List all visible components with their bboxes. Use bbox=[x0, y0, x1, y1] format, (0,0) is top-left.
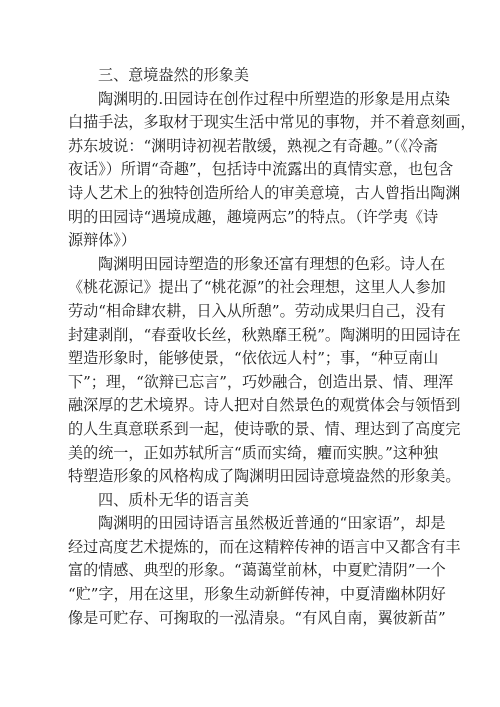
paragraph-line: 明的田园诗“遇境成趣，趣境两忘”的特点。（许学夷《诗 bbox=[68, 207, 439, 226]
paragraph-line: 像是可贮存、可掬取的一泓清泉。“有风自南，翼彼新苗” bbox=[68, 608, 446, 627]
paragraph-line: 白描手法，多取材于现实生活中常见的事物，并不着意刻画， bbox=[68, 113, 476, 132]
paragraph-line: 诗人艺术上的独特创造所给人的审美意境，古人曾指出陶渊 bbox=[68, 183, 461, 202]
paragraph-line: 苏东坡说：“渊明诗初视若散缓，熟视之有奇趣。”（《冷斋 bbox=[68, 136, 439, 155]
paragraph-line: 下”；理，“欲辩已忘言”，巧妙融合，创造出景、情、理浑 bbox=[68, 372, 454, 391]
paragraph-2 bbox=[68, 253, 461, 489]
paragraph-line: 富的情感、典型的形象。“蔼蔼堂前林，中夏贮清阴”一个 bbox=[68, 561, 446, 580]
paragraph-line: “贮”字，用在这里，形象生动新鲜传神，中夏清幽林阴好 bbox=[68, 585, 446, 604]
paragraph-line: 《桃花源记》提出了“桃花源”的社会理想，这里人人参加 bbox=[68, 278, 446, 297]
paragraph-line: 美的统一，正如苏轼所言“质而实绮，癯而实腴。”这种独 bbox=[68, 443, 439, 462]
section-heading-4: 四、质朴无华的语言美 bbox=[98, 490, 249, 509]
paragraph-1 bbox=[68, 88, 476, 253]
section-heading-3: 三、意境盎然的形象美 bbox=[98, 66, 249, 84]
paragraph-line: 陶渊明的.田园诗在创作过程中所塑造的形象是用点染 bbox=[98, 89, 450, 108]
paragraph-line: 夜话》）所谓“奇趣”，包括诗中流露出的真情实意，也包含 bbox=[68, 160, 454, 179]
paragraph-line: 融深厚的艺术境界。诗人把对自然景色的观赏体会与领悟到 bbox=[68, 396, 461, 415]
paragraph-line: 塑造形象时，能够使景，“依依远人村”；事，“种豆南山 bbox=[68, 349, 439, 368]
document-page bbox=[68, 64, 476, 630]
paragraph-line: 陶渊明的田园诗语言虽然极近普通的“田家语”，却是 bbox=[98, 514, 446, 533]
paragraph-line: 特塑造形象的风格构成了陶渊明田园诗意境盎然的形象美。 bbox=[68, 467, 461, 486]
paragraph-line: 源辩体》） bbox=[68, 231, 136, 250]
paragraph-line: 的人生真意联系到一起，使诗歌的景、情、理达到了高度完 bbox=[68, 419, 461, 438]
paragraph-line: 陶渊明田园诗塑造的形象还富有理想的色彩。诗人在 bbox=[98, 254, 446, 273]
paragraph-line: 劳动“相命肆农耕，日入从所憩”。劳动成果归自己，没有 bbox=[68, 301, 446, 320]
paragraph-line: 经过高度艺术提炼的，而在这精粹传神的语言中又都含有丰 bbox=[68, 537, 461, 556]
paragraph-line: 封建剥削，“春蚕收长丝，秋熟靡王税”。陶渊明的田园诗在 bbox=[68, 325, 461, 344]
paragraph-3 bbox=[68, 512, 461, 630]
